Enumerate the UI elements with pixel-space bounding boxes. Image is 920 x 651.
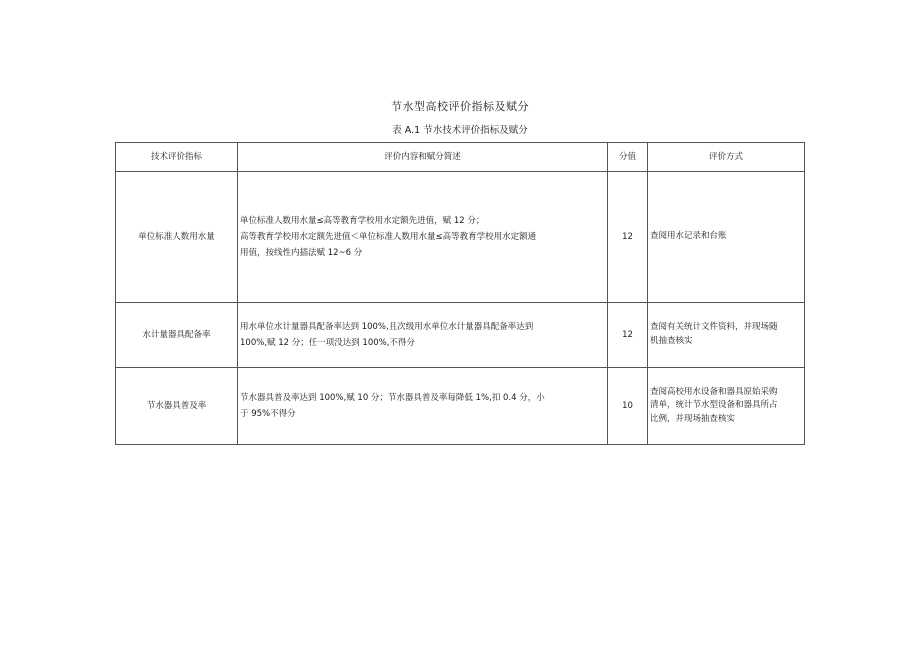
method-line: 机抽查核实 (650, 336, 693, 346)
description-cell (238, 172, 608, 303)
description-line: 用水单位水计量器具配备率达到 100%,且次级用水单位水计量器具配备率达到 (240, 321, 534, 332)
method-line: 清单，统计节水型设备和器具所占 (650, 400, 778, 411)
header-description: 评价内容和赋分简述 (238, 143, 608, 172)
description-line: 节水器具普及率达到 100%,赋 10 分；节水器具普及率每降低 1%,扣 0.4 分，小 (240, 392, 545, 403)
table-row (116, 368, 805, 445)
description-line: 100%,赋 12 分；任一项没达到 100%,不得分 (240, 338, 415, 348)
score-cell: 12 (608, 172, 648, 303)
method-line: 比例，并现场抽查核实 (650, 413, 736, 424)
description-line: 单位标准人数用水量≤高等教育学校用水定额先进值，赋 12 分； (240, 215, 485, 226)
method-line: 查阅有关统计文件资料，并现场随 (650, 322, 778, 333)
score-cell: 10 (608, 368, 648, 445)
header-score: 分值 (608, 143, 648, 172)
header-indicator: 技术评价指标 (116, 143, 238, 172)
method-line: 查阅用水记录和台账 (650, 231, 727, 242)
method-line: 查阅高校用水设备和器具原始采购 (650, 386, 778, 397)
evaluation-table (115, 142, 805, 445)
indicator-cell: 节水器具普及率 (116, 368, 238, 445)
indicator-cell: 单位标准人数用水量 (116, 172, 238, 303)
score-cell: 12 (608, 303, 648, 368)
description-cell (238, 303, 608, 368)
table-row (116, 303, 805, 368)
description-cell (238, 368, 608, 445)
table-row (116, 172, 805, 303)
document-title: 节水型高校评价指标及赋分 (391, 100, 529, 113)
description-line: 于 95%不得分 (240, 409, 296, 419)
table-caption: 表 A.1 节水技术评价指标及赋分 (392, 125, 528, 136)
description-line: 高等教育学校用水定额先进值＜单位标准人数用水量≤高等教育学校用水定额通 (240, 231, 537, 242)
description-line: 用值，按线性内插法赋 12~6 分 (240, 248, 363, 259)
indicator-cell: 水计量器具配备率 (116, 303, 238, 368)
method-cell (648, 172, 805, 303)
method-cell (648, 303, 805, 368)
method-cell (648, 368, 805, 445)
table-header-row (116, 143, 805, 172)
header-method: 评价方式 (648, 143, 805, 172)
